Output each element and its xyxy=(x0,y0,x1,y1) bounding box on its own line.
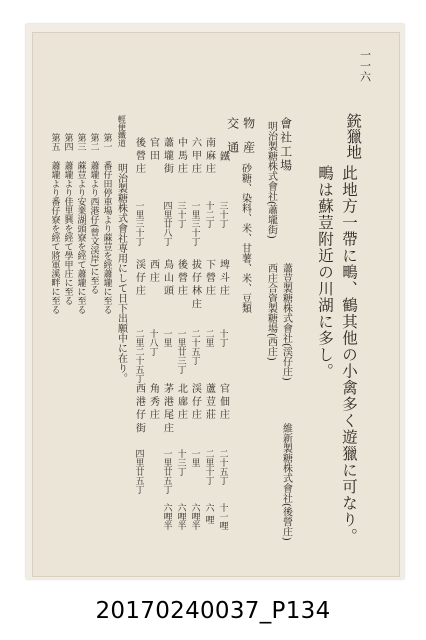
route-distance: 二里 xyxy=(203,329,214,347)
route-stop: 蘆 荳 莊 xyxy=(203,383,215,420)
railway-line-text: 蕭壠より佳里興を經て學甲庄に至る xyxy=(62,161,73,305)
route-distance: 三十丁 xyxy=(175,201,186,228)
factory-entry: 西庄合資製糖場(西庄) xyxy=(265,263,277,361)
products-heading: 物産 xyxy=(241,117,256,165)
route-distance: 二十五丁 xyxy=(189,329,200,365)
route-origin: 蕭 壠 街 xyxy=(161,137,173,174)
railway-line-text: 番仔田停車場より蔴荳を經蕭壠に至る xyxy=(101,161,112,314)
route-stop: 茅 港 尾 庄 xyxy=(161,383,173,433)
factory-entry: 維新製糖株式會社(後營庄) xyxy=(280,423,292,541)
route-railway-distance: 六 哩 xyxy=(203,503,214,524)
route-distance: 二里十丁 xyxy=(203,449,214,485)
route-stop: 埤 斗 庄 xyxy=(217,259,229,296)
route-distance: 一里廿五丁 xyxy=(161,449,172,494)
railway-line-number: 第三 xyxy=(75,133,86,151)
route-distance: 一里三十丁 xyxy=(189,201,200,246)
route-stop: 鳥 山 頭 xyxy=(161,259,173,296)
factory-entry: 明治製糖株式會社(蕭壠街) xyxy=(265,121,277,239)
route-distance: 四里廿五丁 xyxy=(133,449,144,494)
hunting-heading: 銃獵地 xyxy=(344,113,363,160)
scanned-page xyxy=(26,24,404,579)
route-distance: 二里二十五丁 xyxy=(133,329,144,383)
route-distance: 一里 xyxy=(161,329,172,347)
route-stop: 西 庄 xyxy=(147,259,159,283)
factory-entry: 蕭荳製糖株式會社(渓仔庄) xyxy=(280,263,292,381)
route-railway-distance: 六哩半 xyxy=(175,503,186,530)
route-stop: 西 港 仔 街 xyxy=(133,383,145,433)
route-distance: 一里三十丁 xyxy=(133,201,144,246)
book-page xyxy=(32,32,400,577)
route-stop: 拔 仔 林 庄 xyxy=(189,259,201,309)
railway-line-text: 蔴荳より安業湖頭寮を經て蕭壠に至る xyxy=(75,161,86,314)
route-stop: 渓 仔 庄 xyxy=(133,259,145,296)
railway-line-text: 蕭壠より西港仔(曾文渓岸)に至る xyxy=(88,161,99,295)
route-stop: 渓 仔 庄 xyxy=(189,383,201,420)
catalog-id-caption: 20170240037_P134 xyxy=(0,588,426,640)
route-distance: 十丁 xyxy=(217,329,228,347)
transport-heading: 交通 xyxy=(225,117,240,165)
route-stop: 下 營 庄 xyxy=(203,259,215,296)
route-stop: 官 佃 庄 xyxy=(217,383,229,420)
route-origin: 六 甲 庄 xyxy=(189,137,201,174)
page-number: 一一六 xyxy=(358,49,372,82)
railway-text: 明治製糖株式會社専用にして日下出願中に在り。 xyxy=(115,163,127,383)
route-distance: 一里廿三丁 xyxy=(175,329,186,374)
route-origin: 官 田 xyxy=(147,137,159,161)
route-distance: 十二丁 xyxy=(203,201,214,228)
railway-line-text: 蕭壠より番仔寮を經て將軍溪畔に至る xyxy=(49,161,60,314)
route-railway-distance: 六哩半 xyxy=(161,503,172,530)
route-distance: 四里廿八丁 xyxy=(161,201,172,246)
factories-heading: 會社工場 xyxy=(278,117,293,173)
hunting-paragraph xyxy=(313,165,361,560)
railway-line-number: 第二 xyxy=(88,133,99,151)
route-distance: 一里 xyxy=(189,449,200,467)
route-distance: 三十丁 xyxy=(217,201,228,228)
railway-label: 輕便鐵道 xyxy=(117,115,127,147)
products-items: 砂糖、染料、米、甘薯、米、豆類 xyxy=(239,163,251,313)
route-railway-distance: 六哩半 xyxy=(189,503,200,530)
route-origin: 南 麻 庄 xyxy=(203,137,215,174)
railway-line-number: 第五 xyxy=(49,133,60,151)
route-stop: 後 營 庄 xyxy=(175,259,187,296)
paragraph-line-1: 此地方一帶に鴫、鶴其他の小禽多く遊獵に可なり。鴫は蘇荳附近の川湖に多 xyxy=(316,165,358,545)
route-origin: 鐵 xyxy=(217,151,229,161)
paragraph-line-2: し。 xyxy=(316,346,334,380)
route-distance: 十八丁 xyxy=(147,329,158,356)
route-distance: 二十五丁 xyxy=(217,449,228,485)
railway-line-number: 第一 xyxy=(101,133,112,151)
railway-line-number: 第四 xyxy=(62,133,73,151)
route-origin: 中 馬 庄 xyxy=(175,137,187,174)
route-distance: 十三丁 xyxy=(175,449,186,476)
route-origin: 後 營 庄 xyxy=(133,137,145,174)
route-stop: 角 秀 庄 xyxy=(147,383,159,420)
route-railway-distance: 十一哩 xyxy=(217,503,228,530)
route-stop: 北 廍 庄 xyxy=(175,383,187,420)
